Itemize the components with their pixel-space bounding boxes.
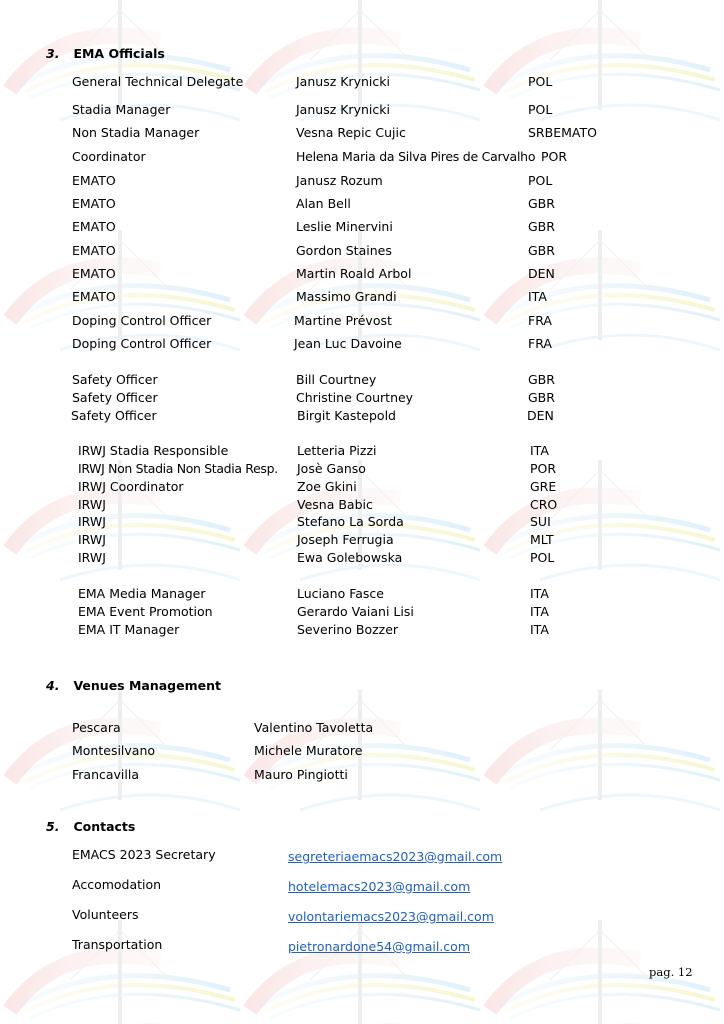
official-country: MLT (530, 532, 554, 547)
official-role: EMATO (72, 266, 116, 281)
venue-place: Pescara (72, 720, 121, 735)
official-name: Severino Bozzer (297, 622, 399, 637)
official-country: FRA (528, 336, 552, 351)
official-name: Birgit Kastepold (297, 408, 396, 423)
official-country: POL (528, 173, 553, 188)
official-country: DEN (527, 408, 554, 423)
official-role: EMATO (72, 243, 116, 258)
contact-label: EMACS 2023 Secretary (72, 847, 216, 862)
section-number: 3. (46, 46, 60, 61)
contact-email-link[interactable]: hotelemacs2023@gmail.com (288, 879, 471, 894)
official-name: Martine Prévost (294, 313, 392, 328)
official-role: EMA IT Manager (78, 622, 180, 637)
official-country: ITA (530, 443, 549, 458)
official-country: GRE (530, 479, 557, 494)
official-country: GBR (528, 390, 555, 405)
official-country: GBR (528, 219, 555, 234)
official-country: ITA (528, 289, 547, 304)
official-name: Ewa Golebowska (297, 550, 403, 565)
official-country: CRO (530, 497, 558, 512)
section-title: Contacts (73, 819, 136, 834)
official-role: General Technical Delegate (72, 74, 244, 89)
official-role: IRWJ Stadia Responsible (78, 443, 229, 458)
official-name: Josè Ganso (297, 461, 366, 476)
official-name: Janusz Krynicki (296, 102, 390, 117)
official-name: Joseph Ferrugia (297, 532, 394, 547)
official-name: Letteria Pizzi (297, 443, 377, 458)
official-name: Gordon Staines (296, 243, 392, 258)
official-role: EMATO (72, 219, 116, 234)
contact-label: Accomodation (72, 877, 162, 892)
section-heading-contacts (46, 819, 135, 835)
official-role: IRWJ (78, 532, 106, 547)
official-name: Massimo Grandi (296, 289, 397, 304)
section-title: Venues Management (73, 678, 221, 693)
official-role: Doping Control Officer (72, 313, 212, 328)
contact-label: Volunteers (72, 907, 139, 922)
official-name: Helena Maria da Silva Pires de Carvalho (296, 149, 536, 164)
contact-email-link[interactable]: volontariemacs2023@gmail.com (288, 909, 494, 924)
section-heading-venues (46, 678, 221, 694)
section-number: 4. (46, 678, 60, 693)
official-role: Doping Control Officer (72, 336, 212, 351)
official-role: EMATO (72, 196, 116, 211)
official-name: Vesna Babic (297, 497, 373, 512)
official-role: IRWJ (78, 497, 106, 512)
contact-label: Transportation (72, 937, 163, 952)
official-country: GBR (528, 243, 555, 258)
official-role: IRWJ Non Stadia Non Stadia Resp. (78, 461, 278, 476)
official-name: Bill Courtney (296, 372, 377, 387)
venue-manager: Mauro Pingiotti (254, 767, 348, 782)
official-role: IRWJ (78, 514, 106, 529)
official-country: POL (528, 102, 553, 117)
official-country: ITA (530, 604, 549, 619)
official-name: Zoe Gkini (297, 479, 357, 494)
official-name: Christine Courtney (296, 390, 414, 405)
official-country: DEN (528, 266, 555, 281)
page-number: pag. 12 (649, 965, 693, 979)
official-name: Janusz Rozum (296, 173, 383, 188)
official-country: GBR (528, 372, 555, 387)
official-name: Janusz Krynicki (296, 74, 390, 89)
official-country: GBR (528, 196, 555, 211)
official-country: ITA (530, 622, 549, 637)
venue-manager: Valentino Tavoletta (254, 720, 374, 735)
official-country: FRA (528, 313, 552, 328)
venue-manager: Michele Muratore (254, 743, 363, 758)
official-country: POR (541, 149, 568, 164)
official-name: Jean Luc Davoine (294, 336, 402, 351)
official-name: Gerardo Vaiani Lisi (297, 604, 414, 619)
section-number: 5. (46, 819, 60, 834)
official-country: ITA (530, 586, 549, 601)
official-name: Vesna Repic Cujic (296, 125, 406, 140)
section-title: EMA Officials (73, 46, 165, 61)
official-role: EMATO (72, 173, 116, 188)
venue-place: Francavilla (72, 767, 140, 782)
official-role: IRWJ (78, 550, 106, 565)
official-country: POL (530, 550, 555, 565)
official-role: EMA Event Promotion (78, 604, 213, 619)
official-name: Luciano Fasce (297, 586, 384, 601)
official-role: Safety Officer (71, 408, 157, 423)
official-role: Coordinator (72, 149, 146, 164)
official-role: Safety Officer (72, 372, 158, 387)
official-role: IRWJ Coordinator (78, 479, 184, 494)
official-country: SRBEMATO (528, 125, 597, 140)
official-country: POL (528, 74, 553, 89)
official-role: Non Stadia Manager (72, 125, 200, 140)
official-country: SUI (530, 514, 551, 529)
official-role: EMATO (72, 289, 116, 304)
contact-email-link[interactable]: pietronardone54@gmail.com (288, 939, 471, 954)
official-role: Safety Officer (72, 390, 158, 405)
venue-place: Montesilvano (72, 743, 156, 758)
official-name: Alan Bell (296, 196, 351, 211)
official-name: Stefano La Sorda (297, 514, 404, 529)
official-name: Martin Roald Arbol (296, 266, 412, 281)
official-name: Leslie Minervini (296, 219, 393, 234)
official-country: POR (530, 461, 557, 476)
official-role: Stadia Manager (72, 102, 171, 117)
official-role: EMA Media Manager (78, 586, 206, 601)
section-heading-officials (46, 46, 165, 62)
contact-email-link[interactable]: segreteriaemacs2023@gmail.com (288, 849, 503, 864)
